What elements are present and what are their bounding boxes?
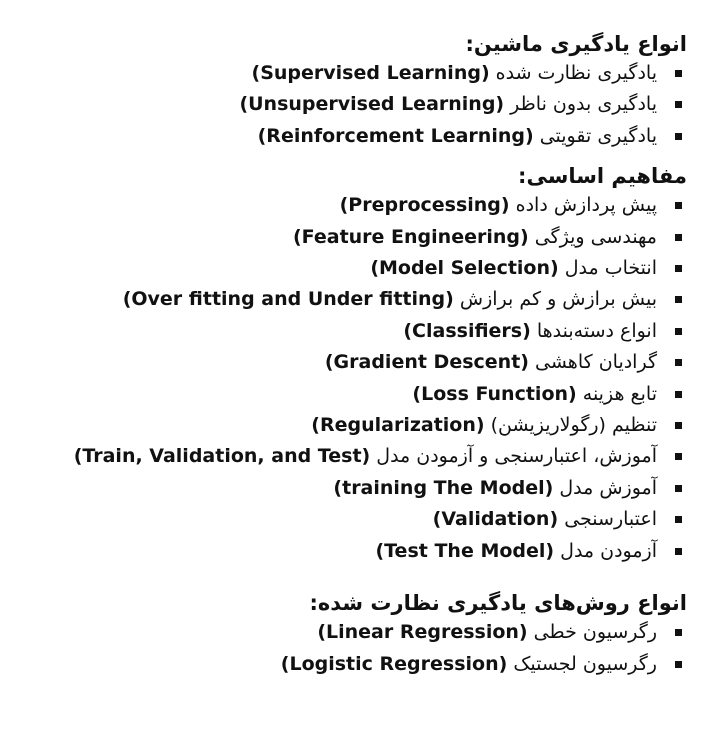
- list-item: [18, 536, 687, 567]
- list-item: [18, 504, 687, 535]
- square-bullet-icon: [675, 328, 682, 335]
- item-persian-text: یادگیری تقویتی: [539, 124, 657, 147]
- square-bullet-icon: [675, 661, 682, 668]
- item-english-term: (Feature Engineering): [292, 225, 529, 248]
- sections-container: [18, 30, 687, 680]
- item-english-term: (Train, Validation, and Test): [73, 445, 371, 468]
- square-bullet-icon: [675, 516, 682, 523]
- square-bullet-icon: [675, 548, 682, 555]
- item-persian-text: آموزش مدل: [559, 476, 657, 499]
- item-english-term: (Supervised Learning): [251, 62, 490, 84]
- square-bullet-icon: [675, 296, 682, 303]
- list-item: [18, 58, 687, 89]
- section-2: [18, 162, 687, 567]
- square-bullet-icon: [675, 391, 682, 398]
- item-english-term: (Over fitting and Under fitting): [122, 288, 454, 311]
- item-english-term: (Regularization): [311, 414, 485, 437]
- list-item: [18, 121, 687, 152]
- section-1: [18, 30, 687, 152]
- bullet-list: [18, 190, 687, 567]
- list-item: [18, 617, 687, 648]
- item-persian-text: بیش برازش و کم برازش: [459, 288, 657, 311]
- item-persian-text: رگرسیون خطی: [533, 621, 657, 644]
- list-item: [18, 410, 687, 441]
- square-bullet-icon: [675, 234, 682, 241]
- bullet-list: [18, 58, 687, 152]
- section-title: مفاهیم اساسی:: [518, 164, 687, 189]
- square-bullet-icon: [675, 202, 682, 209]
- item-persian-text: اعتبارسنجی: [564, 508, 657, 531]
- list-item: [18, 89, 687, 120]
- item-english-term: (Classifiers): [403, 319, 531, 342]
- list-item: [18, 190, 687, 221]
- item-persian-text: گرادیان کاهشی: [535, 351, 657, 374]
- square-bullet-icon: [675, 101, 682, 108]
- square-bullet-icon: [675, 629, 682, 636]
- item-english-term: (Reinforcement Learning): [257, 124, 534, 147]
- list-item: [18, 473, 687, 504]
- square-bullet-icon: [675, 359, 682, 366]
- list-item: [18, 253, 687, 284]
- square-bullet-icon: [675, 70, 682, 77]
- list-item: [18, 379, 687, 410]
- item-english-term: (Linear Regression): [317, 621, 528, 644]
- section-title: انواع یادگیری ماشین:: [465, 32, 687, 56]
- list-item: [18, 316, 687, 347]
- item-persian-text: یادگیری نظارت شده: [495, 62, 657, 84]
- item-persian-text: مهندسی ویژگی: [534, 225, 657, 248]
- square-bullet-icon: [675, 422, 682, 429]
- section-title: انواع روش‌های یادگیری نظارت شده:: [309, 591, 687, 616]
- item-persian-text: یادگیری بدون ناظر: [510, 93, 657, 116]
- document-body: [18, 30, 687, 680]
- item-english-term: (Test The Model): [375, 539, 555, 562]
- list-item: [18, 284, 687, 315]
- item-persian-text: آموزش، اعتبارسنجی و آزمودن مدل: [376, 445, 657, 468]
- square-bullet-icon: [675, 265, 682, 272]
- item-english-term: (Model Selection): [370, 257, 559, 280]
- square-bullet-icon: [675, 453, 682, 460]
- item-english-term: (training The Model): [333, 476, 554, 499]
- item-english-term: (Logistic Regression): [280, 652, 508, 675]
- list-item: [18, 441, 687, 472]
- item-persian-text: آزمودن مدل: [560, 539, 657, 562]
- item-english-term: (Loss Function): [412, 382, 577, 405]
- item-persian-text: رگرسیون لجستیک: [513, 652, 657, 675]
- list-item: [18, 649, 687, 680]
- item-persian-text: انواع دسته‌بندها: [536, 319, 657, 342]
- item-english-term: (Validation): [432, 508, 559, 531]
- square-bullet-icon: [675, 485, 682, 492]
- item-english-term: (Preprocessing): [339, 194, 510, 217]
- bullet-list: [18, 617, 687, 680]
- list-item: [18, 347, 687, 378]
- square-bullet-icon: [675, 133, 682, 140]
- list-item: [18, 222, 687, 253]
- item-persian-text: تابع هزینه: [582, 382, 657, 405]
- item-persian-text: انتخاب مدل: [564, 257, 657, 280]
- item-persian-text: تنظیم (رگولاریزیشن): [490, 414, 657, 437]
- item-persian-text: پیش پردازش داده: [515, 194, 657, 217]
- item-english-term: (Gradient Descent): [324, 351, 529, 374]
- item-english-term: (Unsupervised Learning): [239, 93, 505, 116]
- section-3: [18, 589, 687, 680]
